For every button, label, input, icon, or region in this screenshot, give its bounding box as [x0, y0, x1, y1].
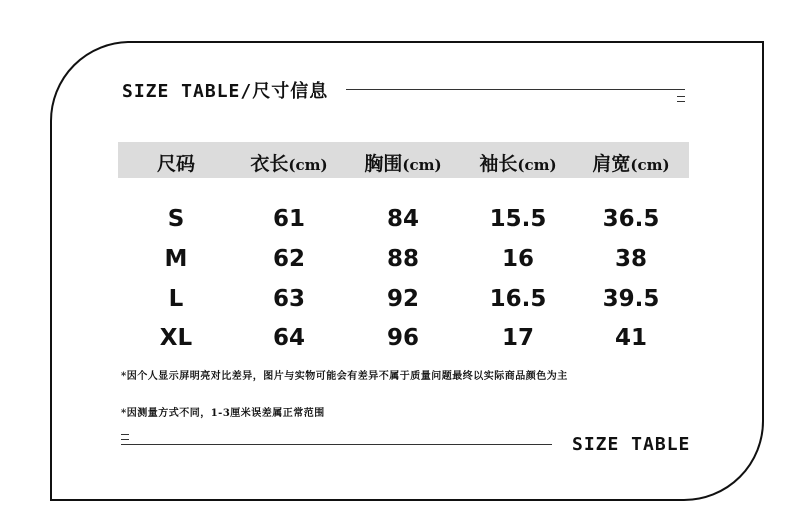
note-display-difference: *因个人显示屏明亮对比差异，图片与实物可能会有差异不属于质量问题最终以实际商品颜色为主 [121, 371, 568, 382]
header-label: 衣长 [250, 153, 289, 175]
footer-rule [121, 444, 552, 445]
measurement-cell: 64 [272, 325, 305, 351]
measurement-cell: 61 [272, 206, 305, 232]
measurement-cell: 96 [386, 325, 419, 351]
header-cell [232, 149, 346, 176]
header-cell [574, 149, 688, 176]
measurement-cell: 17 [501, 325, 534, 351]
header-label: 肩宽 [592, 153, 631, 175]
measurement-cell: 62 [272, 246, 305, 272]
header-label: 袖长 [479, 153, 518, 175]
size-label-cell: L [168, 286, 184, 312]
measurement-cell: 41 [614, 325, 647, 351]
size-label-cell: M [164, 246, 188, 272]
measurement-cell: 39.5 [602, 286, 660, 312]
measurement-cell: 88 [386, 246, 419, 272]
header-unit: (cm) [630, 156, 670, 174]
header-unit: (cm) [517, 156, 557, 174]
size-label-cell: S [167, 206, 185, 232]
measurement-cell: 63 [272, 286, 305, 312]
footer-label: SIZE TABLE [572, 434, 691, 455]
header-label: 尺码 [156, 153, 195, 175]
measurement-cell: 84 [386, 206, 419, 232]
measurement-cell: 38 [614, 246, 647, 272]
size-label-cell: XL [159, 325, 193, 351]
measurement-cell: 16 [501, 246, 534, 272]
header-unit: (cm) [402, 156, 442, 174]
header-unit: (cm) [288, 156, 328, 174]
double-line-mark-top [677, 96, 685, 102]
measurement-cell: 16.5 [489, 286, 547, 312]
title-rule [346, 89, 685, 90]
measurement-cell: 92 [386, 286, 419, 312]
header-label: 胸围 [364, 153, 403, 175]
double-line-mark-bottom [121, 434, 129, 440]
header-cell [119, 149, 233, 176]
measurement-cell: 15.5 [489, 206, 547, 232]
page-title: SIZE TABLE/尺寸信息 [122, 81, 329, 102]
note-measurement-error: *因测量方式不同，1-3厘米误差属正常范围 [121, 408, 325, 419]
header-cell [461, 149, 575, 176]
measurement-cell: 36.5 [602, 206, 660, 232]
header-cell [346, 149, 460, 176]
